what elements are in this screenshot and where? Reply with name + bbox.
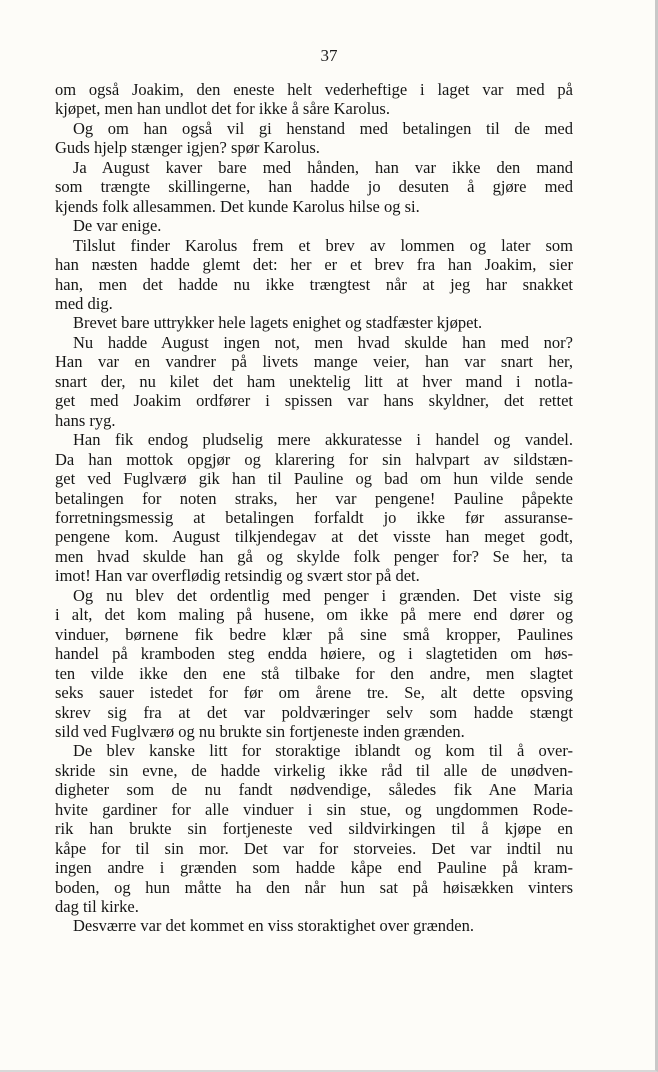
text-line: han næsten hadde glemt det: her er et brev fra han Joakim, sier: [55, 255, 573, 275]
text-line: kåpe for til sin mor. Det var for storveies. Det var indtil nu: [55, 838, 573, 858]
text-line: hvite gardiner for alle vinduer i sin stue, og ungdommen Rode-: [55, 799, 573, 819]
text-line: sild ved Fuglværø og nu brukte sin fortjeneste inden grænden.: [55, 721, 465, 741]
text-line: dag til kirke.: [55, 897, 139, 917]
text-line: Han fik endog pludselig mere akkuratesse i handel og vandel.: [73, 430, 573, 450]
text-line: kjends folk allesammen. Det kunde Karolus hilse og si.: [55, 196, 420, 216]
text-line: De blev kanske litt for storaktige iblandt og kom til å over-: [73, 741, 573, 761]
text-line: Og om han også vil gi henstand med betalingen til de med: [73, 118, 573, 138]
text-line: betalingen for noten straks, her var pengene! Pauline påpekte: [55, 488, 573, 508]
text-line: Desværre var det kommet en viss storaktighet over grænden.: [73, 916, 474, 936]
page-number: 37: [320, 46, 338, 65]
text-line: han, men det hadde nu ikke trængtest når at jeg har snakket: [55, 274, 573, 294]
text-line: om også Joakim, den eneste helt vederheftige i laget var med på: [55, 80, 573, 99]
text-line: i alt, det kom maling på husene, om ikke på mere end dører og: [55, 605, 573, 625]
text-line: Brevet bare uttrykker hele lagets enighet og stadfæster kjøpet.: [73, 313, 483, 333]
text-line: Han var en vandrer på livets mange veier, han var snart her,: [55, 352, 573, 372]
text-line: handel på kramboden steg endda høiere, og i slagtetiden om høs-: [55, 644, 573, 664]
body-text: [55, 80, 573, 936]
text-line: skride sin evne, de hadde virkelig ikke råd til alle de unødven-: [55, 760, 573, 780]
text-line: ten vilde ikke den ene stå tilbake for den andre, men slagtet: [55, 663, 573, 683]
text-line: som trængte skillingerne, han hadde jo desuten å gjøre med: [55, 177, 573, 197]
text-line: Ja August kaver bare med hånden, han var ikke den mand: [73, 157, 573, 177]
text-line: skrev sig fra at det var poldværinger selv som hadde stængt: [55, 702, 573, 722]
text-line: get ved Fuglværø gik han til Pauline og bad om hun vilde sende: [55, 469, 573, 489]
text-line: Da han mottok opgjør og klarering for sin halvpart av sildstæn-: [55, 449, 573, 469]
text-line: Og nu blev det ordentlig med penger i grænden. Det viste sig: [73, 585, 573, 605]
text-line: Guds hjelp stænger igjen? spør Karolus.: [55, 138, 320, 158]
text-line: rik han brukte sin fortjeneste ved sildvirkingen til å kjøpe en: [55, 819, 573, 839]
text-line: hans ryg.: [55, 410, 116, 430]
text-line: vinduer, børnene fik bedre klær på sine små kropper, Paulines: [55, 624, 573, 644]
text-line: kjøpet, men han undlot det for ikke å såre Karolus.: [55, 99, 390, 119]
text-line: imot! Han var overflødig retsindig og svært stor på det.: [55, 566, 420, 586]
text-line: Nu hadde August ingen not, men hvad skulde han med nor?: [73, 332, 573, 352]
text-line: pengene kom. August tilkjendegav at det visste han meget godt,: [55, 527, 573, 547]
text-line: med dig.: [55, 293, 113, 313]
text-line: forretningsmessig at betalingen forfaldt jo ikke før assuranse-: [55, 507, 573, 527]
text-line: get med Joakim ordfører i spissen var hans skyldner, det rettet: [55, 391, 573, 411]
text-line: seks sauer istedet for før om årene tre. Se, alt dette opsving: [55, 683, 573, 703]
text-line: snart der, nu kilet det ham unektelig litt at hver mand i notla-: [55, 371, 573, 391]
text-line: boden, og hun måtte ha den når hun sat på høisækken vinters: [55, 877, 573, 897]
text-line: ingen andre i grænden som hadde kåpe end Pauline på kram-: [55, 858, 573, 878]
text-line: Tilslut finder Karolus frem et brev av lommen og later som: [73, 235, 573, 255]
text-line: men hvad skulde han gå og skylde folk penger for? Se her, ta: [55, 546, 573, 566]
text-line: digheter som de nu fandt nødvendige, således fik Ane Maria: [55, 780, 573, 800]
text-line: De var enige.: [73, 216, 162, 236]
